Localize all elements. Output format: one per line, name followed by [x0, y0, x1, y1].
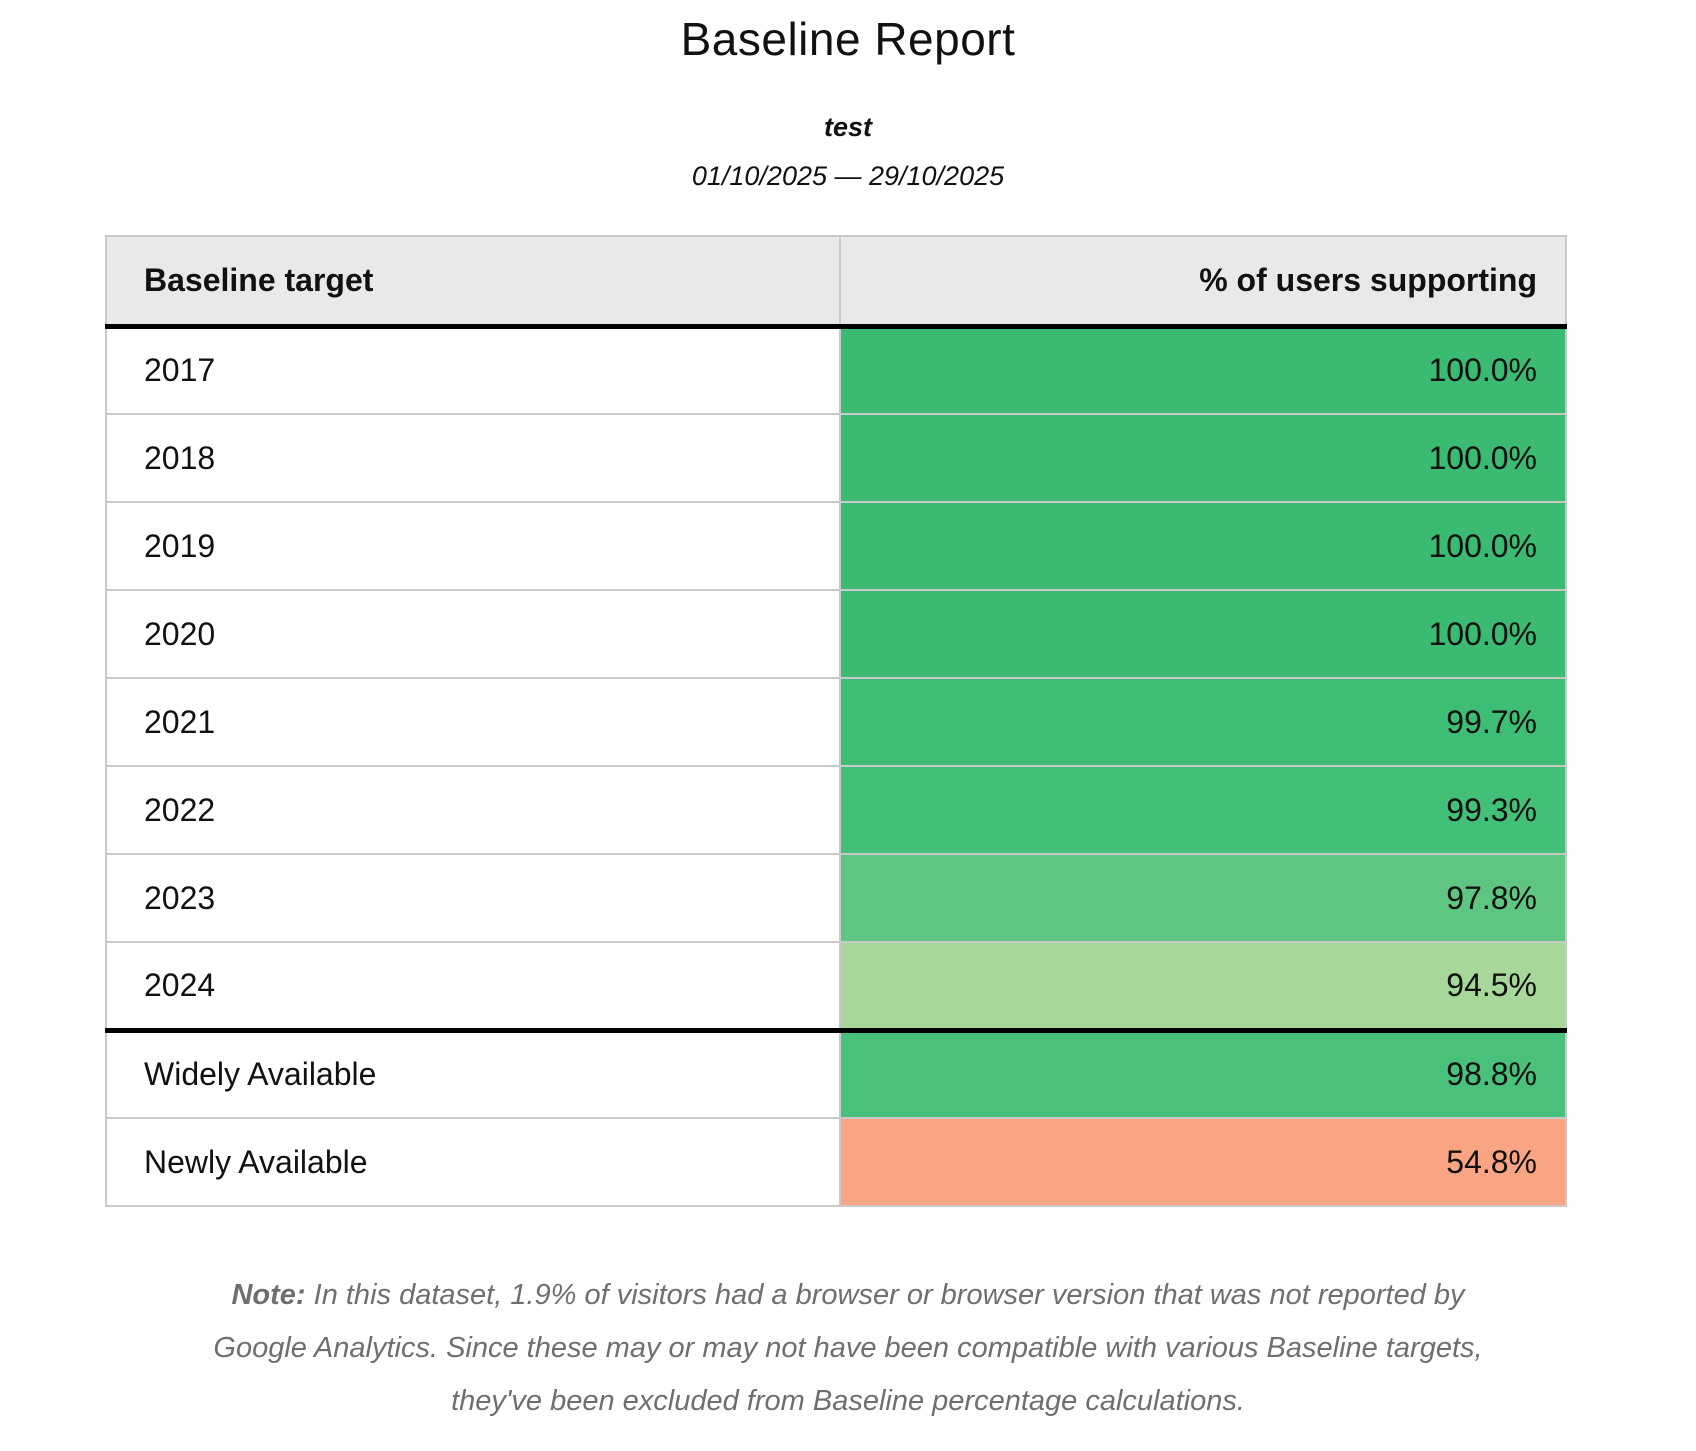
page-title: Baseline Report — [680, 13, 1016, 65]
row-value: 100.0% — [840, 590, 1566, 678]
table-row-widely-available — [106, 1030, 1566, 1118]
report-subtitle: test — [823, 112, 872, 142]
table-row-2017 — [106, 326, 1566, 414]
table-row-2020 — [106, 590, 1566, 678]
table-row-2021 — [106, 678, 1566, 766]
footnote — [193, 1269, 1503, 1451]
row-value: 100.0% — [840, 502, 1566, 590]
row-label: 2019 — [106, 502, 840, 590]
row-value: 97.8% — [840, 854, 1566, 942]
table-body — [106, 326, 1566, 1206]
row-label: 2018 — [106, 414, 840, 502]
column-header-baseline-target: Baseline target — [106, 236, 840, 326]
baseline-table — [105, 235, 1567, 1207]
table-row-2024 — [106, 942, 1566, 1030]
table-row-2022 — [106, 766, 1566, 854]
footnote-text: In this dataset, 1.9% of visitors had a browser or browser version that was not reported by Google Analytics. Since these may or may not have been compatible with various Baseline targets, they've been excluded from Baseline percentage calculations. — [213, 1279, 1483, 1417]
row-value: 99.7% — [840, 678, 1566, 766]
row-label: 2020 — [106, 590, 840, 678]
table-row-2019 — [106, 502, 1566, 590]
row-value: 98.8% — [840, 1030, 1566, 1118]
row-value: 100.0% — [840, 326, 1566, 414]
column-header-percent-supporting: % of users supporting — [840, 236, 1566, 326]
row-label: 2022 — [106, 766, 840, 854]
row-label: 2017 — [106, 326, 840, 414]
row-value: 99.3% — [840, 766, 1566, 854]
row-label: 2024 — [106, 942, 840, 1030]
table-header — [106, 236, 1566, 326]
row-value: 100.0% — [840, 414, 1566, 502]
row-label: 2023 — [106, 854, 840, 942]
table-header-row — [106, 236, 1566, 326]
row-label: 2021 — [106, 678, 840, 766]
row-value: 54.8% — [840, 1118, 1566, 1206]
table-row-2018 — [106, 414, 1566, 502]
report-date-range: 01/10/2025 — 29/10/2025 — [691, 161, 1005, 191]
footnote-label: Note: — [231, 1279, 306, 1311]
table-row-2023 — [106, 854, 1566, 942]
row-label: Widely Available — [106, 1030, 840, 1118]
table-row-newly-available — [106, 1118, 1566, 1206]
row-value: 94.5% — [840, 942, 1566, 1030]
row-label: Newly Available — [106, 1118, 840, 1206]
